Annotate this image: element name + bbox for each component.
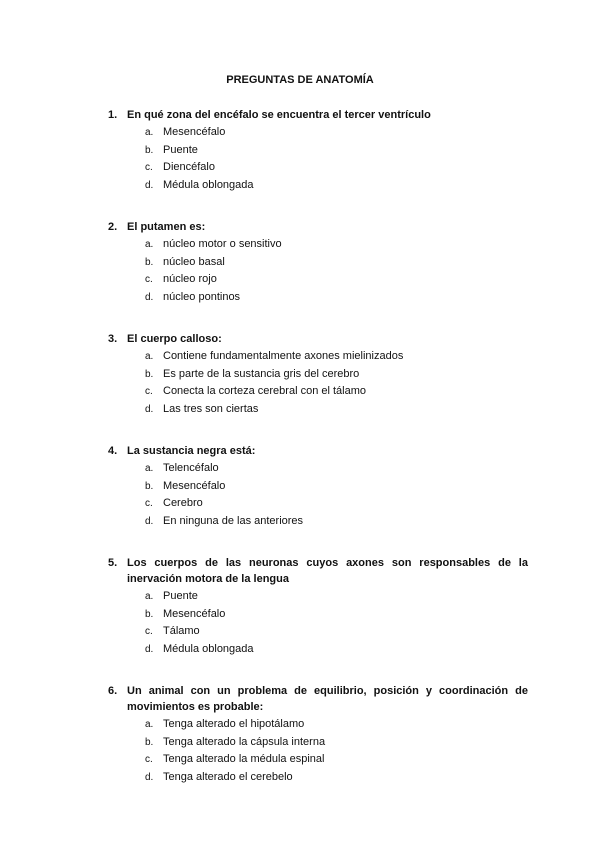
option-letter: a. bbox=[145, 239, 154, 250]
option-d bbox=[145, 513, 528, 531]
option-b bbox=[145, 254, 528, 272]
option-text: Tálamo bbox=[163, 625, 200, 637]
option-b bbox=[145, 606, 528, 624]
option-letter: b. bbox=[145, 144, 154, 156]
question-number: 3. bbox=[108, 333, 118, 345]
option-text: Tenga alterado el cerebelo bbox=[163, 770, 293, 783]
question-5 bbox=[108, 555, 528, 658]
question-text: Un animal con un problema de equilibrio, posición y coordinación de movimientos es probable: bbox=[127, 685, 528, 713]
option-a bbox=[145, 588, 528, 606]
option-text: Telencéfalo bbox=[163, 462, 219, 474]
question-4 bbox=[108, 443, 528, 530]
question-text: Los cuerpos de las neuronas cuyos axones son responsables de la inervación motora de la lengua bbox=[127, 557, 528, 585]
option-text: Tenga alterado el hipotálamo bbox=[163, 718, 305, 730]
question-list bbox=[108, 107, 528, 811]
question-header bbox=[108, 683, 528, 715]
option-d bbox=[145, 769, 528, 787]
question-6 bbox=[108, 683, 528, 786]
option-text: núcleo motor o sensitivo bbox=[163, 238, 282, 250]
option-letter: b. bbox=[145, 736, 154, 748]
question-number: 4. bbox=[108, 445, 118, 457]
option-b bbox=[145, 478, 528, 496]
option-letter: d. bbox=[145, 291, 154, 303]
option-text: Puente bbox=[163, 590, 198, 602]
option-text: Mesencéfalo bbox=[163, 607, 226, 620]
option-a bbox=[145, 460, 528, 478]
question-text: En qué zona del encéfalo se encuentra el tercer ventrículo bbox=[127, 109, 431, 121]
option-text: Mesencéfalo bbox=[163, 126, 226, 138]
question-text: El cuerpo calloso: bbox=[127, 333, 222, 345]
option-c bbox=[145, 159, 528, 177]
option-a bbox=[145, 716, 528, 734]
option-c bbox=[145, 495, 528, 513]
option-text: Médula oblongada bbox=[163, 178, 254, 191]
option-letter: a. bbox=[145, 591, 154, 602]
option-letter: b. bbox=[145, 256, 154, 268]
document-title: PREGUNTAS DE ANATOMÍA bbox=[226, 74, 374, 86]
option-text: núcleo pontinos bbox=[163, 290, 241, 303]
option-letter: b. bbox=[145, 480, 154, 492]
option-c bbox=[145, 271, 528, 289]
question-3 bbox=[108, 331, 528, 418]
option-text: núcleo basal bbox=[163, 255, 225, 268]
question-header bbox=[108, 219, 528, 235]
question-1 bbox=[108, 107, 528, 194]
option-letter: d. bbox=[145, 771, 154, 783]
question-header bbox=[108, 107, 528, 123]
option-b bbox=[145, 366, 528, 384]
question-number: 6. bbox=[108, 685, 118, 697]
option-text: Cerebro bbox=[163, 497, 203, 509]
option-letter: c. bbox=[145, 754, 153, 765]
option-list bbox=[145, 716, 528, 786]
option-list bbox=[145, 236, 528, 306]
option-letter: c. bbox=[145, 498, 153, 509]
question-header bbox=[108, 331, 528, 347]
option-list bbox=[145, 460, 528, 530]
option-letter: d. bbox=[145, 403, 154, 415]
question-number: 5. bbox=[108, 557, 118, 569]
question-text: La sustancia negra está: bbox=[127, 445, 256, 457]
option-d bbox=[145, 289, 528, 307]
option-text: Tenga alterado la cápsula interna bbox=[163, 735, 326, 748]
question-text: El putamen es: bbox=[127, 221, 206, 233]
option-text: Médula oblongada bbox=[163, 642, 254, 655]
option-list bbox=[145, 588, 528, 658]
option-c bbox=[145, 623, 528, 641]
option-list bbox=[145, 124, 528, 194]
option-letter: d. bbox=[145, 179, 154, 191]
option-text: Las tres son ciertas bbox=[163, 402, 259, 415]
option-d bbox=[145, 177, 528, 195]
option-text: núcleo rojo bbox=[163, 273, 217, 285]
option-d bbox=[145, 401, 528, 419]
option-text: Es parte de la sustancia gris del cerebro bbox=[163, 367, 360, 380]
option-letter: d. bbox=[145, 643, 154, 655]
option-text: Puente bbox=[163, 143, 198, 156]
option-letter: c. bbox=[145, 386, 153, 397]
option-text: Tenga alterado la médula espinal bbox=[163, 753, 325, 765]
option-letter: b. bbox=[145, 368, 154, 380]
option-text: En ninguna de las anteriores bbox=[163, 514, 304, 527]
option-a bbox=[145, 236, 528, 254]
option-d bbox=[145, 641, 528, 659]
option-a bbox=[145, 124, 528, 142]
option-a bbox=[145, 348, 528, 366]
option-letter: d. bbox=[145, 515, 154, 527]
option-letter: b. bbox=[145, 608, 154, 620]
option-letter: a. bbox=[145, 463, 154, 474]
option-letter: c. bbox=[145, 626, 153, 637]
option-text: Contiene fundamentalmente axones mielinizados bbox=[163, 350, 404, 362]
question-number: 1. bbox=[108, 109, 118, 121]
option-letter: a. bbox=[145, 719, 154, 730]
question-number: 2. bbox=[108, 221, 118, 233]
option-b bbox=[145, 142, 528, 160]
question-header bbox=[108, 443, 528, 459]
option-letter: c. bbox=[145, 274, 153, 285]
option-letter: a. bbox=[145, 351, 154, 362]
option-text: Conecta la corteza cerebral con el tálamo bbox=[163, 385, 366, 397]
option-text: Diencéfalo bbox=[163, 161, 215, 173]
option-letter: a. bbox=[145, 127, 154, 138]
option-letter: c. bbox=[145, 162, 153, 173]
question-header bbox=[108, 555, 528, 587]
option-c bbox=[145, 383, 528, 401]
option-c bbox=[145, 751, 528, 769]
option-b bbox=[145, 734, 528, 752]
question-2 bbox=[108, 219, 528, 306]
option-list bbox=[145, 348, 528, 418]
option-text: Mesencéfalo bbox=[163, 479, 226, 492]
